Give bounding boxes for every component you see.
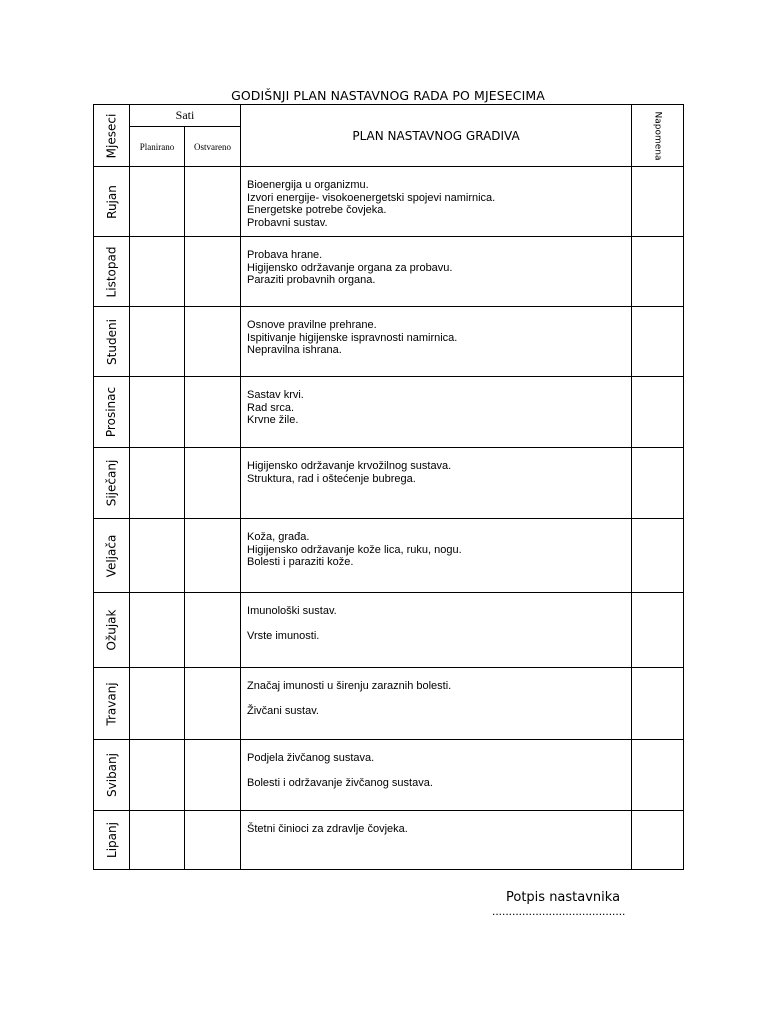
note-cell[interactable]	[632, 448, 684, 519]
plan-line	[247, 693, 625, 706]
month-label: Lipanj	[104, 822, 119, 858]
note-cell[interactable]	[632, 811, 684, 870]
signature-label: Potpis nastavnika	[506, 890, 621, 905]
month-cell	[94, 811, 130, 870]
month-cell	[94, 167, 130, 237]
plan-line: Osnove pravilne prehrane.	[247, 319, 377, 331]
plan-content-cell	[241, 377, 632, 448]
realized-hours-cell[interactable]	[185, 593, 241, 668]
planned-hours-cell[interactable]	[130, 668, 185, 740]
plan-line: Rad srca.	[247, 401, 295, 414]
planned-header: Planirano	[130, 127, 185, 167]
plan-line: Štetni činioci za zdravlje čovjeka.	[247, 823, 408, 835]
plan-line	[247, 618, 625, 631]
plan-line: Vrste imunosti.	[247, 630, 320, 642]
month-cell	[94, 237, 130, 307]
plan-line: Živčani sustav.	[247, 705, 319, 717]
planned-hours-cell[interactable]	[130, 307, 185, 377]
months-header: Mjeseci	[104, 113, 119, 158]
plan-content-cell	[241, 519, 632, 593]
realized-hours-cell[interactable]	[185, 377, 241, 448]
months-header-cell	[94, 105, 130, 167]
realized-hours-cell[interactable]	[185, 237, 241, 307]
month-row	[94, 448, 684, 519]
plan-content-cell	[241, 593, 632, 668]
planned-hours-cell[interactable]	[130, 237, 185, 307]
plan-line: Probavni sustav.	[247, 216, 328, 229]
plan-content-cell	[241, 740, 632, 811]
note-header-cell	[632, 105, 684, 167]
month-row	[94, 593, 684, 668]
realized-hours-cell[interactable]	[185, 167, 241, 237]
hours-header: Sati	[130, 105, 241, 127]
realized-hours-cell[interactable]	[185, 519, 241, 593]
month-label: Prosinac	[104, 386, 119, 438]
month-cell	[94, 668, 130, 740]
plan-line: Značaj imunosti u širenju zaraznih bolesti.	[247, 680, 452, 692]
month-cell	[94, 307, 130, 377]
note-cell[interactable]	[632, 167, 684, 237]
plan-header: PLAN NASTAVNOG GRADIVA	[241, 105, 632, 167]
plan-content-cell	[241, 668, 632, 740]
plan-line	[247, 765, 625, 778]
note-cell[interactable]	[632, 237, 684, 307]
month-label: Ožujak	[104, 609, 119, 651]
month-cell	[94, 377, 130, 448]
note-cell[interactable]	[632, 668, 684, 740]
plan-content-cell	[241, 448, 632, 519]
note-cell[interactable]	[632, 519, 684, 593]
month-label: Svibanj	[104, 753, 119, 797]
plan-line: Sastav krvi.	[247, 389, 304, 401]
plan-content-cell	[241, 237, 632, 307]
plan-line: Higijensko održavanje krvožilnog sustava.	[247, 460, 452, 472]
signature-line: ........................................	[492, 904, 626, 918]
plan-line: Krvne žile.	[247, 414, 299, 426]
plan-line: Bioenergija u organizmu.	[247, 179, 369, 191]
month-row	[94, 668, 684, 740]
month-cell	[94, 448, 130, 519]
month-cell	[94, 740, 130, 811]
month-cell	[94, 519, 130, 593]
month-label: Travanj	[104, 681, 119, 726]
month-label: Siječanj	[104, 459, 119, 507]
plan-content-cell	[241, 811, 632, 870]
realized-header: Ostvareno	[185, 127, 241, 167]
month-cell	[94, 593, 130, 668]
note-cell[interactable]	[632, 377, 684, 448]
plan-line: Struktura, rad i oštećenje bubrega.	[247, 472, 416, 485]
month-label: Studeni	[104, 318, 119, 365]
month-row	[94, 740, 684, 811]
realized-hours-cell[interactable]	[185, 307, 241, 377]
plan-line: Higijensko održavanje organa za probavu.	[247, 261, 453, 274]
month-row	[94, 519, 684, 593]
planned-hours-cell[interactable]	[130, 167, 185, 237]
plan-content-cell	[241, 167, 632, 237]
note-cell[interactable]	[632, 307, 684, 377]
month-row	[94, 167, 684, 237]
planned-hours-cell[interactable]	[130, 377, 185, 448]
plan-line: Probava hrane.	[247, 249, 323, 261]
realized-hours-cell[interactable]	[185, 740, 241, 811]
month-label: Rujan	[104, 184, 119, 219]
plan-line: Ispitivanje higijenske ispravnosti namirnica.	[247, 331, 458, 344]
plan-table	[93, 104, 684, 870]
plan-line: Izvori energije- visokoenergetski spojevi namirnica.	[247, 191, 496, 204]
month-row	[94, 237, 684, 307]
plan-line: Bolesti i paraziti kože.	[247, 556, 354, 568]
plan-line: Paraziti probavnih organa.	[247, 274, 376, 286]
note-cell[interactable]	[632, 593, 684, 668]
month-row	[94, 377, 684, 448]
month-row	[94, 811, 684, 870]
planned-hours-cell[interactable]	[130, 811, 185, 870]
month-label: Veljača	[104, 534, 119, 577]
note-header: Napomena	[652, 111, 663, 160]
planned-hours-cell[interactable]	[130, 448, 185, 519]
plan-line: Higijensko održavanje kože lica, ruku, nogu.	[247, 543, 462, 556]
note-cell[interactable]	[632, 740, 684, 811]
plan-line: Imunološki sustav.	[247, 605, 337, 617]
month-row	[94, 307, 684, 377]
plan-content-cell	[241, 307, 632, 377]
realized-hours-cell[interactable]	[185, 448, 241, 519]
plan-line: Energetske potrebe čovjeka.	[247, 204, 387, 216]
planned-hours-cell[interactable]	[130, 740, 185, 811]
realized-hours-cell[interactable]	[185, 668, 241, 740]
planned-hours-cell[interactable]	[130, 593, 185, 668]
header-row	[94, 105, 684, 127]
plan-line: Nepravilna ishrana.	[247, 344, 342, 356]
plan-line: Koža, građa.	[247, 531, 310, 543]
planned-hours-cell[interactable]	[130, 519, 185, 593]
plan-line: Bolesti i održavanje živčanog sustava.	[247, 777, 433, 789]
realized-hours-cell[interactable]	[185, 811, 241, 870]
page-title: GODIŠNJI PLAN NASTAVNOG RADA PO MJESECIMA	[231, 88, 545, 103]
plan-line: Podjela živčanog sustava.	[247, 752, 375, 764]
month-label: Listopad	[104, 246, 119, 297]
